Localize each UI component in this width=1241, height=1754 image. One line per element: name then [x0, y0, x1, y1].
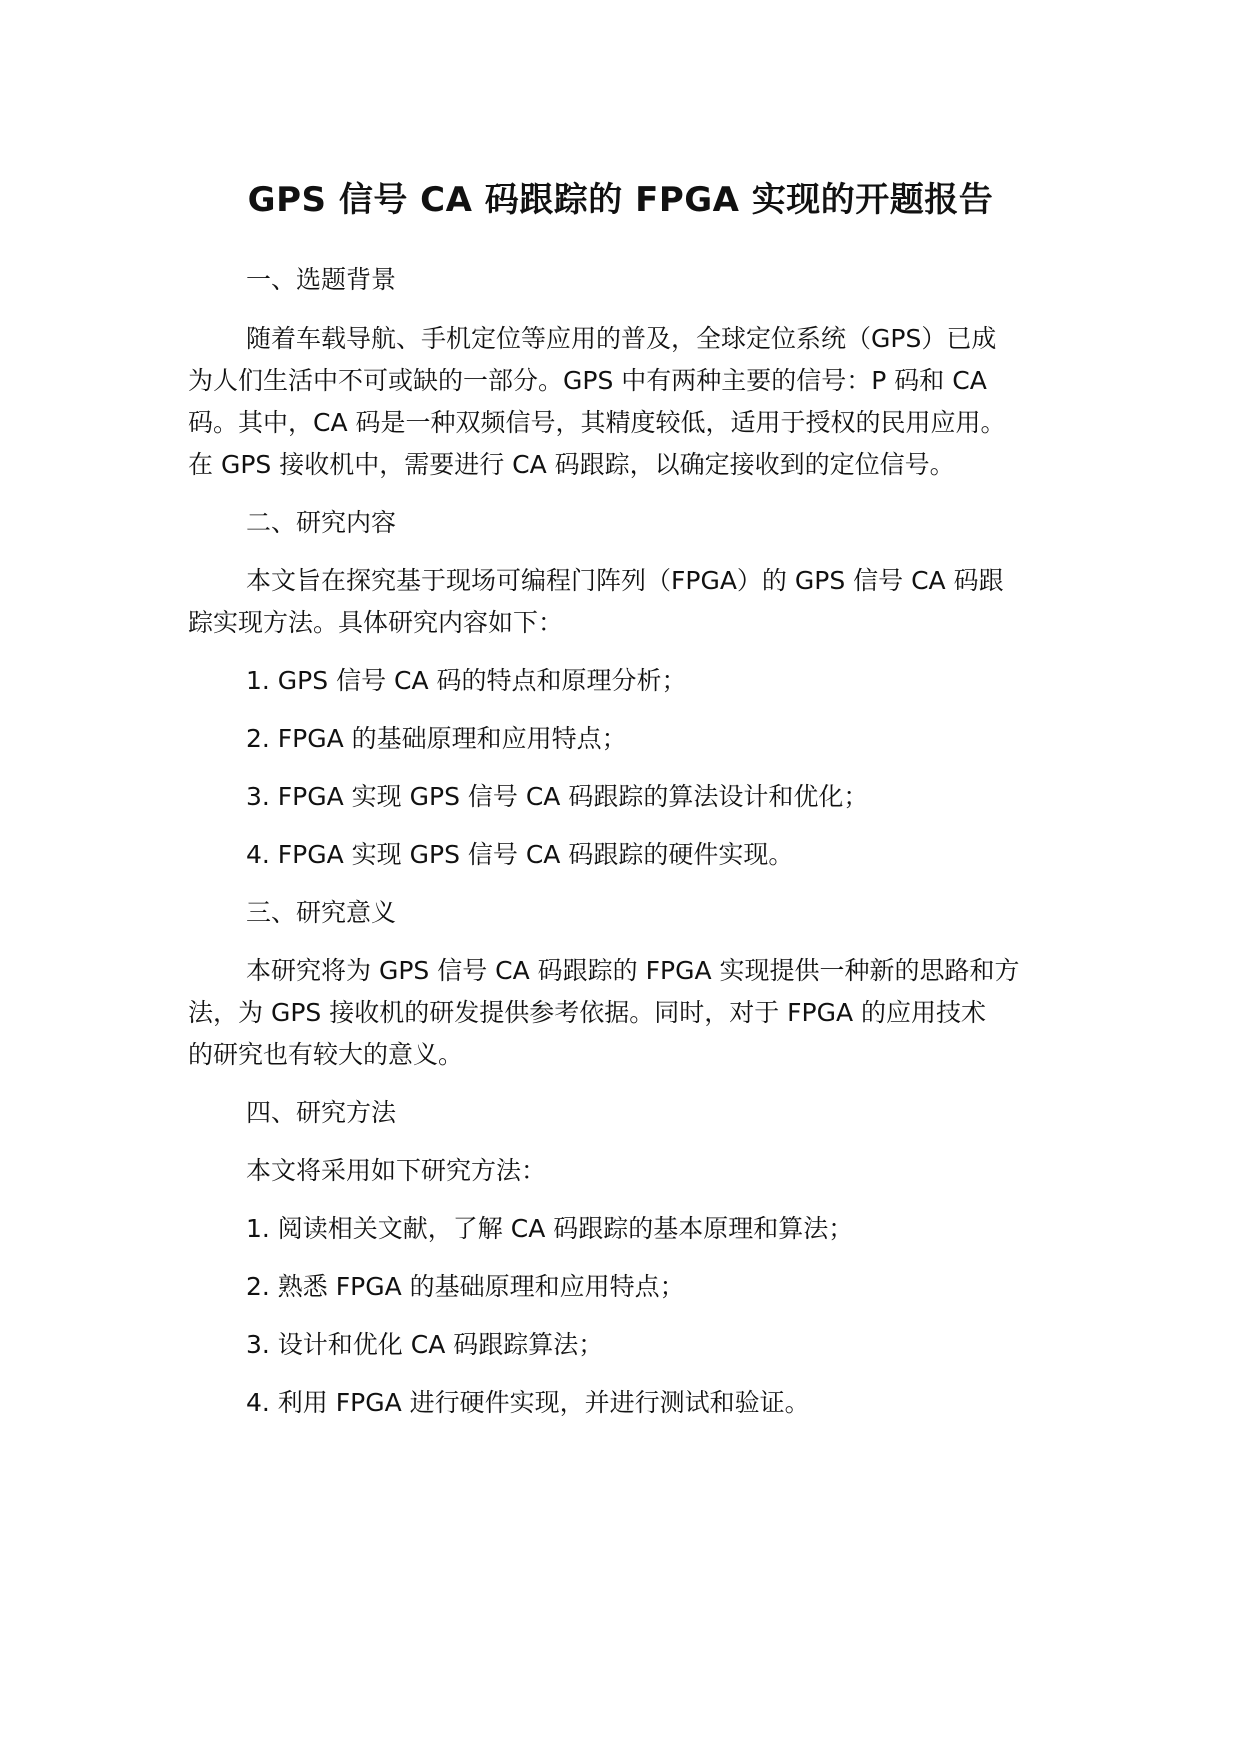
paragraph-line: 踪实现方法。具体研究内容如下： — [188, 608, 564, 637]
list-item: 1. 阅读相关文献，了解 CA 码跟踪的基本原理和算法； — [246, 1214, 854, 1243]
section-heading-content: 二、研究内容 — [246, 508, 397, 537]
paragraph-line: 本文将采用如下研究方法： — [246, 1156, 547, 1185]
list-item: 4. FPGA 实现 GPS 信号 CA 码跟踪的硬件实现。 — [246, 840, 794, 869]
paragraph-line: 码。其中，CA 码是一种双频信号，其精度较低，适用于授权的民用应用。 — [188, 408, 1006, 437]
section-heading-method: 四、研究方法 — [246, 1098, 397, 1127]
paragraph-line: 的研究也有较大的意义。 — [188, 1040, 464, 1069]
list-item: 4. 利用 FPGA 进行硬件实现，并进行测试和验证。 — [246, 1388, 810, 1417]
paragraph-line: 法，为 GPS 接收机的研发提供参考依据。同时，对于 FPGA 的应用技术 — [188, 998, 987, 1027]
list-item: 1. GPS 信号 CA 码的特点和原理分析； — [246, 666, 687, 695]
paragraph-line: 本研究将为 GPS 信号 CA 码跟踪的 FPGA 实现提供一种新的思路和方 — [246, 956, 1020, 985]
paragraph-line: 在 GPS 接收机中，需要进行 CA 码跟踪，以确定接收到的定位信号。 — [188, 450, 955, 479]
paragraph-line: 为人们生活中不可或缺的一部分。GPS 中有两种主要的信号：P 码和 CA — [188, 366, 987, 395]
list-item: 3. FPGA 实现 GPS 信号 CA 码跟踪的算法设计和优化； — [246, 782, 869, 811]
section-heading-significance: 三、研究意义 — [246, 898, 397, 927]
list-item: 2. FPGA 的基础原理和应用特点； — [246, 724, 627, 753]
paragraph-line: 随着车载导航、手机定位等应用的普及，全球定位系统（GPS）已成 — [246, 324, 997, 353]
list-item: 2. 熟悉 FPGA 的基础原理和应用特点； — [246, 1272, 685, 1301]
document-title: GPS 信号 CA 码跟踪的 FPGA 实现的开题报告 — [247, 180, 994, 220]
list-item: 3. 设计和优化 CA 码跟踪算法； — [246, 1330, 604, 1359]
paragraph-line: 本文旨在探究基于现场可编程门阵列（FPGA）的 GPS 信号 CA 码跟 — [246, 566, 1004, 595]
section-heading-background: 一、选题背景 — [246, 265, 397, 294]
